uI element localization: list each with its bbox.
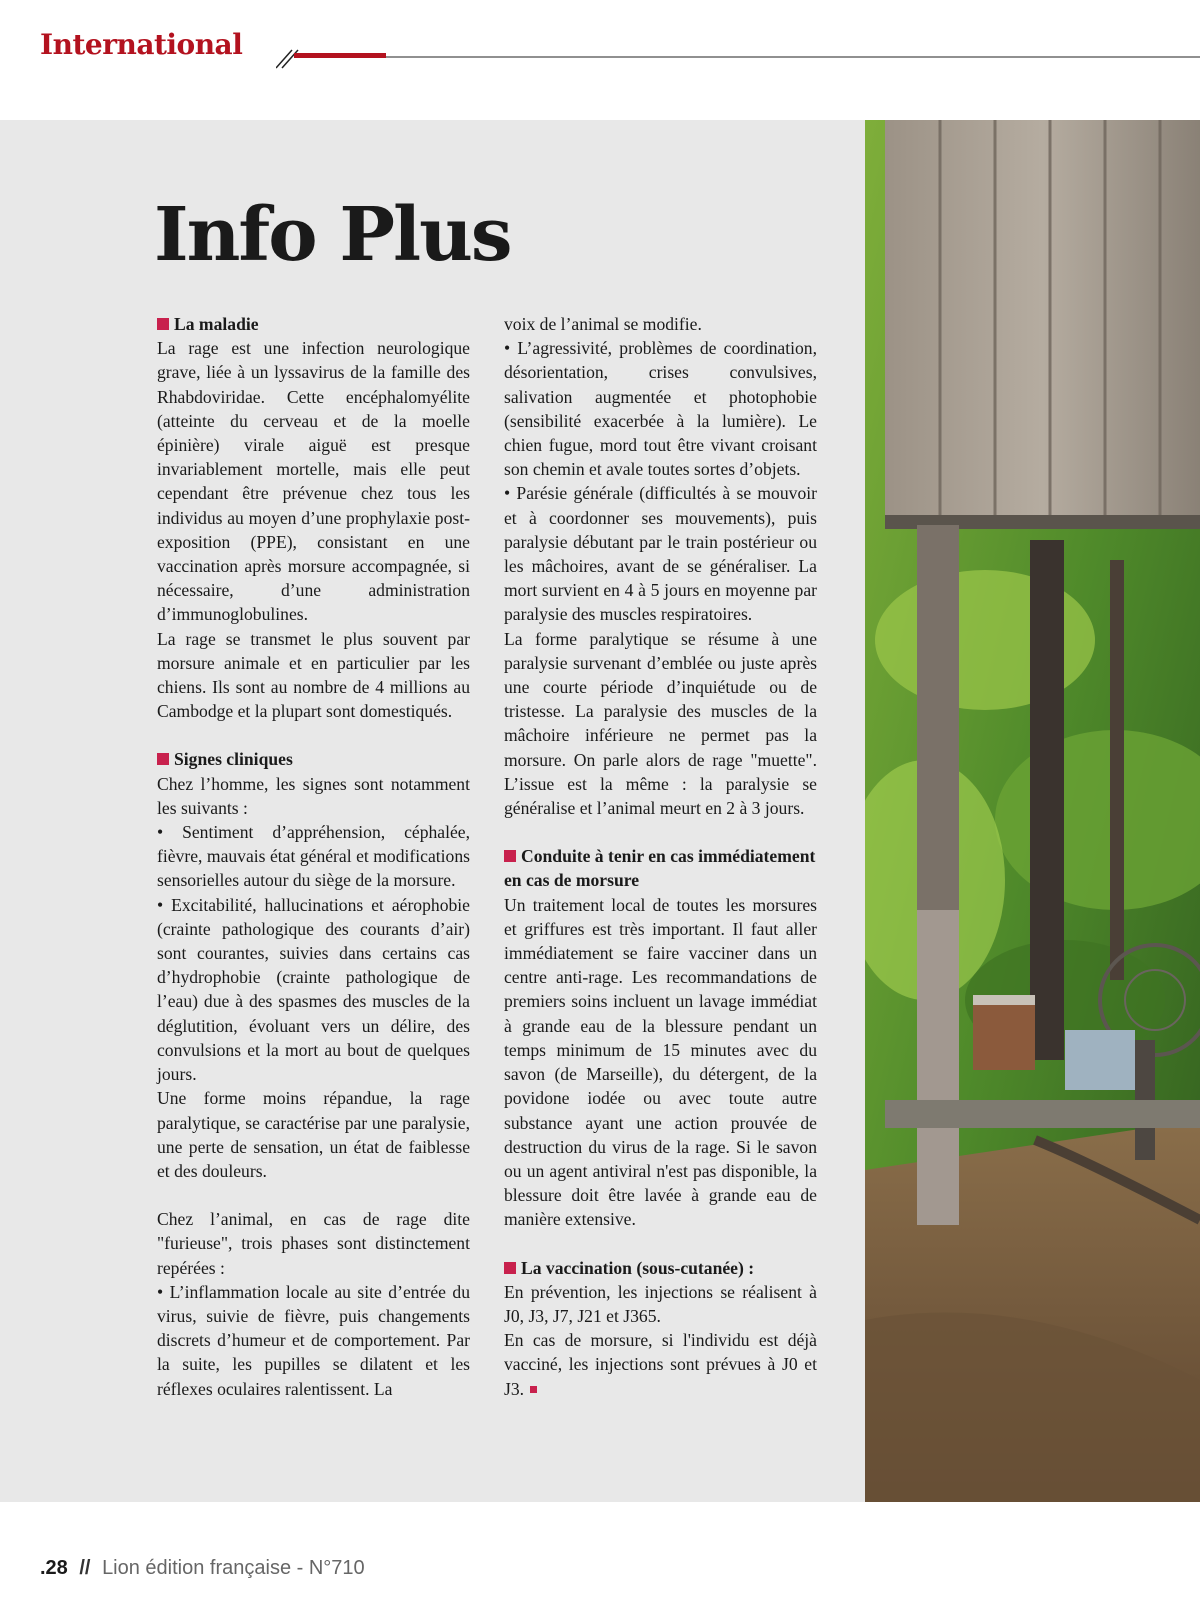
stilt-house-photo — [865, 120, 1200, 1502]
bullet-item: • Parésie générale (difficultés à se mouvoir et à coordonner ses mouvements), puis paralysie débutant par le train postérieur ou les mâchoires, avant de se généraliser. La mort survient en 4 à 5 jours en moyenne par paralysie des muscles respiratoires. — [504, 483, 817, 625]
bullet-square-icon — [504, 850, 516, 862]
bullet-item: • Excitabilité, hallucinations et aérophobie (crainte pathologique des courants d’air) sont courantes, suivies dans certains cas d’hydrophobie (crainte pathologique de l’eau) due à des spasmes des muscles de la déglutition, évoluant vers un délire, des convulsions et la mort au bout de quelques jours. — [157, 894, 470, 1085]
paragraph: La rage se transmet le plus souvent par morsure animale et en particulier par les chiens. Ils sont au nombre de 4 millions au Cambodge et la plupart sont domestiqués. — [157, 628, 470, 722]
paragraph: voix de l’animal se modifie. — [504, 314, 702, 334]
paragraph: La forme paralytique se résume à une paralysie survenant d’emblée ou juste après une courte période d’inquiétude ou de tristesse. La paralysie des muscles de la mâchoire inférieure ne permet pas la morsure. On parle alors de rage "muette". L’issue est la même : la paralysie se généralise et l’animal meurt en 2 à 3 jours. — [504, 628, 817, 819]
page-number: .28 — [40, 1557, 68, 1579]
section-heading-maladie: La maladie — [157, 312, 470, 336]
section-heading-signes: Signes cliniques — [157, 747, 470, 771]
bullet-item: • L’inflammation locale au site d’entrée du virus, suivie de fièvre, puis changements discrets d’humeur et de comportement. Par la suite, les pupilles se dilatent et les réflexes oculaires ralentissent. La — [157, 1281, 470, 1399]
bullet-item: • L’agressivité, problèmes de coordination, désorientation, crises convulsives, salivation augmentée et photophobie (sensibilité exacerbée à la lumière). Le chien fugue, mord tout être vivant croisant son chemin et avale toutes sortes d’objets. — [504, 338, 817, 480]
article-title: Info Plus — [154, 192, 511, 278]
paragraph: Chez l’homme, les signes sont notamment les suivants : — [157, 773, 470, 818]
header-rule — [276, 48, 1200, 72]
article-column-right — [504, 312, 817, 1401]
bullet-item: • Sentiment d’appréhension, céphalée, fièvre, mauvais état général et modifications sensorielles autour du siège de la morsure. — [157, 822, 470, 891]
paragraph: En cas de morsure, si l'individu est déjà vacciné, les injections sont prévues à J0 et J3. — [504, 1330, 817, 1399]
publication-name: Lion édition française - N°710 — [102, 1557, 365, 1579]
paragraph: La rage est une infection neurologique grave, liée à un lyssavirus de la famille des Rhabdoviridae. Cette encéphalomyélite (atteinte du cerveau et de la moelle épinière) virale aiguë est presque invariablement mortelle, mais elle peut cependant être prévenue chez tous les individus au moyen d’une prophylaxie post-exposition (PPE), consistant en une vaccination après morsure accompagnée, si nécessaire, d’une administration d’immunoglobulines. — [157, 338, 470, 625]
paragraph: Un traitement local de toutes les morsures et griffures est très important. Il faut aller immédiatement se faire vacciner dans un centre anti-rage. Les recommandations de premiers soins incluent un lavage immédiat à grande eau de la blessure pendant un temps minimum de 15 minutes avec du savon (de Marseille), du détergent, de la povidone iodée ou avec toute autre substance ayant une action prouvée de destruction du virus de la rage. Si le savon ou un agent antiviral n'est pas disponible, la blessure doit être lavée à grande eau de manière extensive. — [504, 894, 817, 1230]
section-label: International — [40, 28, 243, 61]
bullet-square-icon — [157, 318, 169, 330]
page-footer — [40, 1557, 365, 1580]
paragraph: Chez l’animal, en cas de rage dite "furieuse", trois phases sont distinctement repérées : — [157, 1209, 470, 1278]
section-heading-vaccination: La vaccination (sous-cutanée) : — [504, 1256, 817, 1280]
paragraph: En prévention, les injections se réalisent à J0, J3, J7, J21 et J365. — [504, 1281, 817, 1326]
article-column-left — [157, 312, 470, 1401]
footer-separator: // — [79, 1557, 91, 1579]
bullet-square-icon — [157, 753, 169, 765]
end-of-article-icon — [530, 1386, 537, 1393]
bullet-square-icon — [504, 1262, 516, 1274]
paragraph: Une forme moins répandue, la rage paralytique, se caractérise par une paralysie, une perte de sensation, un état de faiblesse et des douleurs. — [157, 1088, 470, 1181]
section-heading-conduite: Conduite à tenir en cas immédiatement en cas de morsure — [504, 846, 816, 891]
section-header — [0, 0, 1200, 118]
